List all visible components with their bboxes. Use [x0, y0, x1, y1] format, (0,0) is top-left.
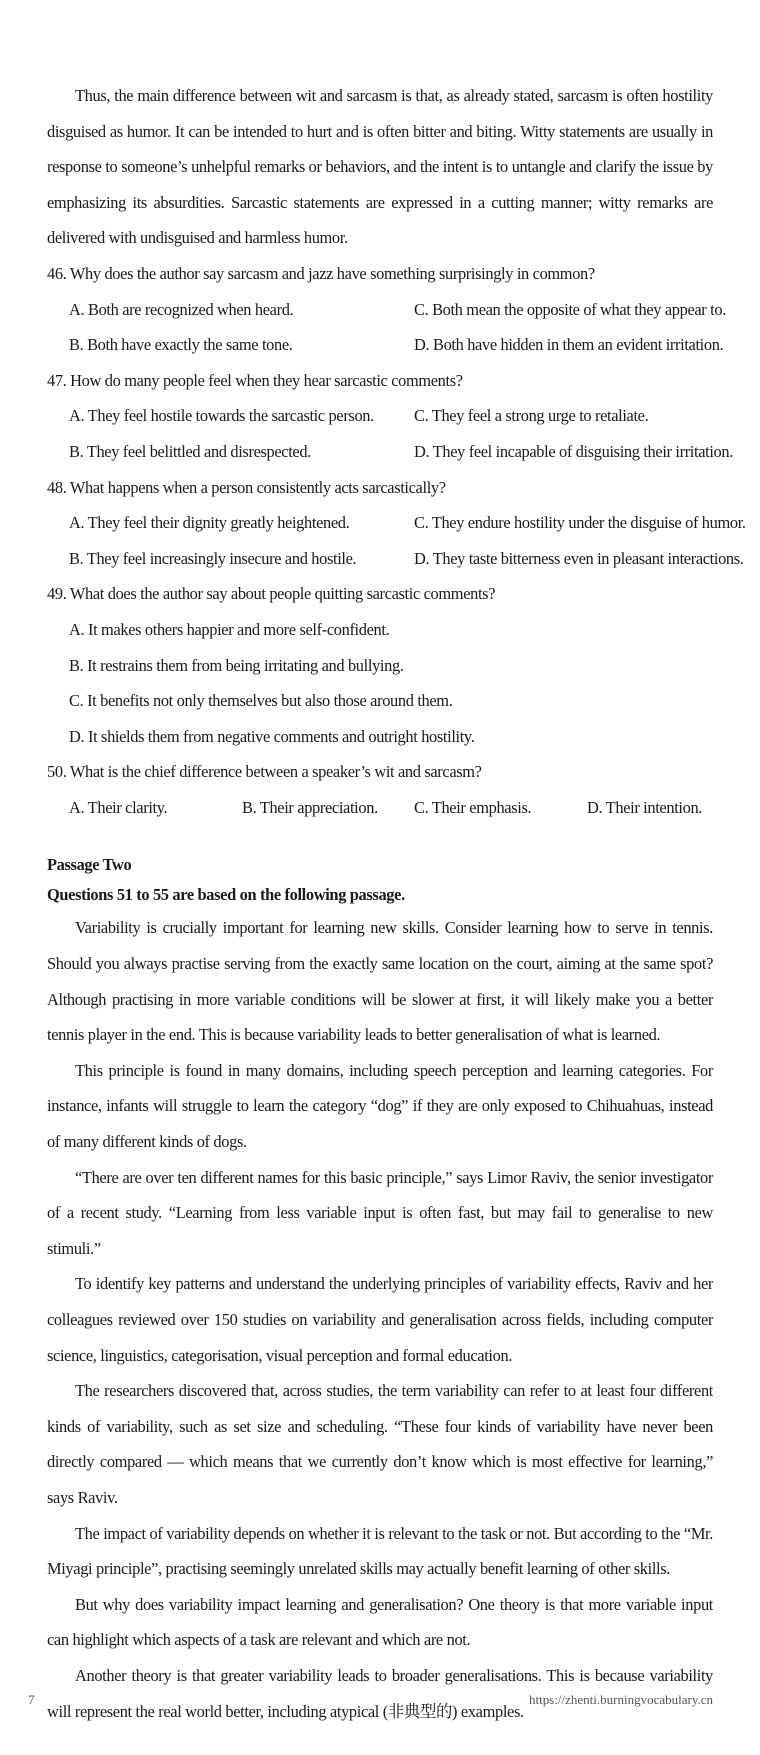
passage-paragraph: But why does variability impact learning and generalisation? One theory is that more variable input can highlight which aspects of a task are relevant and which are not. — [47, 1594, 713, 1650]
question-50 — [47, 754, 713, 825]
option-a: A. Both are recognized when heard. — [69, 299, 294, 319]
question-stem: 49. What does the author say about people quitting sarcastic comments? — [47, 584, 496, 604]
passage-paragraph: “There are over ten different names for this basic principle,” says Limor Raviv, the senior investigator of a recent study. “Learning from less variable input is often fast, but may fail to generalise to new stimuli.” — [47, 1167, 713, 1258]
option-row — [47, 327, 724, 363]
option-c: C. They feel a strong urge to retaliate. — [414, 406, 649, 426]
option-d: D. Their intention. — [587, 797, 703, 817]
option-d: D. They taste bitterness even in pleasant interactions. — [414, 548, 744, 568]
passage-subtitle: Questions 51 to 55 are based on the following passage. — [47, 885, 405, 905]
option-c: C. Their emphasis. — [414, 797, 532, 817]
option-a: A. They feel hostile towards the sarcastic person. — [69, 406, 374, 426]
option-row — [47, 505, 746, 541]
passage-paragraph: The researchers discovered that, across studies, the term variability can refer to at least four different kinds of variability, such as set size and scheduling. “These four kinds of variability have never been directly compared — which means that we currently don’t know which is most effective for learning,” says Raviv. — [47, 1381, 713, 1507]
option-row — [47, 790, 713, 826]
option-a: A. Their clarity. — [69, 797, 168, 817]
option-d: D. It shields them from negative comments and outright hostility. — [69, 726, 475, 746]
question-stem: 48. What happens when a person consistently acts sarcastically? — [47, 477, 446, 497]
passage-paragraph: Variability is crucially important for learning new skills. Consider learning how to serve in tennis. Should you always practise serving from the exactly same location on the court, aiming at the same spot? Although practising in more variable conditions will be slower at first, it will likely make you a better tennis player in the end. This is because variability leads to better generalisation of what is learned. — [47, 918, 713, 1045]
question-stem: 50. What is the chief difference between a speaker’s wit and sarcasm? — [47, 762, 482, 782]
question-stem: 46. Why does the author say sarcasm and jazz have something surprisingly in common? — [47, 263, 595, 283]
passage-paragraph: This principle is found in many domains, including speech perception and learning categories. For instance, infants will struggle to learn the category “dog” if they are only exposed to Chihuahuas, instead of many different kinds of dogs. — [47, 1060, 713, 1152]
question-48 — [47, 470, 746, 577]
option-b: B. Both have exactly the same tone. — [69, 335, 293, 355]
option-c: C. They endure hostility under the disguise of humor. — [414, 513, 746, 533]
page-number: 7 — [28, 1692, 35, 1707]
passage-title: Passage Two — [47, 855, 132, 875]
option-b: B. They feel belittled and disrespected. — [69, 441, 311, 461]
question-stem: 47. How do many people feel when they hear sarcastic comments? — [47, 370, 463, 390]
passage-paragraph: The impact of variability depends on whether it is relevant to the task or not. But according to the “Mr. Miyagi principle”, practising seemingly unrelated skills may actually benefit learning of other skills. — [47, 1523, 713, 1579]
question-46 — [47, 256, 726, 363]
intro-paragraph: Thus, the main difference between wit and sarcasm is that, as already stated, sarcasm is often hostility disguised as humor. It can be intended to hurt and is often bitter and biting. Witty statements are usually in response to someone’s unhelpful remarks or behaviors, and the intent is to untangle and clarify the issue by emphasizing its absurdities. Sarcastic statements are expressed in a cutting manner; witty remarks are delivered with undisguised and harmless humor. — [47, 86, 713, 248]
passage-paragraph: To identify key patterns and understand the underlying principles of variability effects, Raviv and her colleagues reviewed over 150 studies on variability and generalisation across fields, including computer science, linguistics, categorisation, visual perception and formal education. — [47, 1274, 713, 1365]
option-b: B. It restrains them from being irritating and bullying. — [69, 655, 404, 675]
section-gap — [47, 825, 713, 850]
option-row — [47, 398, 713, 434]
source-url: https://zhenti.burningvocabulary.cn — [529, 1692, 713, 1707]
option-d: D. Both have hidden in them an evident irritation. — [414, 335, 724, 355]
option-b: B. They feel increasingly insecure and hostile. — [69, 548, 357, 568]
option-a: A. They feel their dignity greatly heightened. — [69, 513, 350, 533]
option-c: C. Both mean the opposite of what they appear to. — [414, 299, 726, 319]
option-a: A. It makes others happier and more self-confident. — [69, 619, 390, 639]
question-49 — [47, 576, 713, 754]
option-row — [47, 541, 744, 577]
option-row — [47, 292, 726, 328]
option-c: C. It benefits not only themselves but also those around them. — [69, 691, 453, 711]
option-b: B. Their appreciation. — [242, 797, 378, 817]
question-47 — [47, 363, 733, 470]
page-content — [47, 78, 746, 1729]
option-row — [47, 434, 733, 470]
option-d: D. They feel incapable of disguising their irritation. — [414, 441, 733, 461]
passage-paragraph: Another theory is that greater variability leads to broader generalisations. This is because variability will represent the real world better, including atypical (非典型的) examples. — [47, 1665, 713, 1721]
